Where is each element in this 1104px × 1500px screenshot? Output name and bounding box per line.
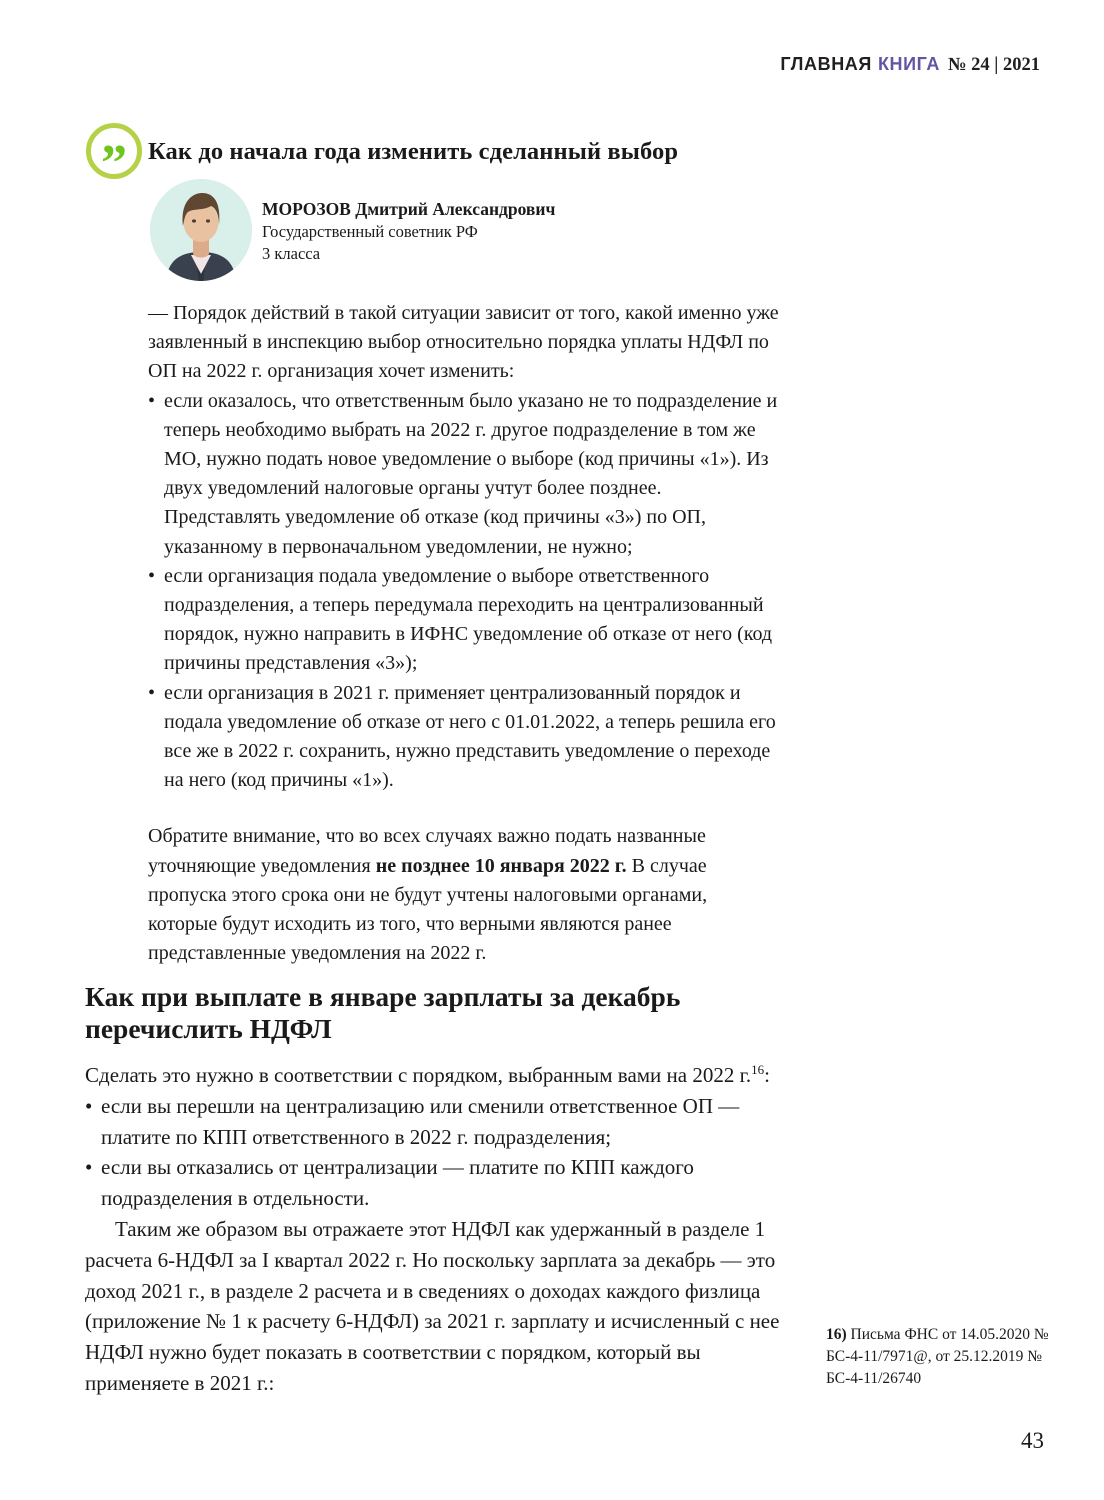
author-name: МОРОЗОВ Дмитрий Александрович [262,199,556,219]
interview-block [101,122,780,968]
interview-header [101,122,780,182]
attention-text-pre: Обратите внимание, что во всех случаях важно подать названные уточняющие уведомления [148,825,706,877]
author-role-line2: 3 класса [262,244,321,263]
footnote-ref-16: 16 [751,1062,765,1077]
list-item: • если вы перешли на централизацию или сменили ответственное ОП — платите по КПП ответственного в 2022 г. подразделения; [85,1091,782,1153]
quote-icon: ” [86,123,142,179]
lead-paragraph: — Порядок действий в такой ситуации зависит от того, какой именно уже заявленный в инспекцию выбор относительно порядка уплаты НДФЛ по ОП на 2022 г. организация хочет изменить: [148,302,779,383]
list-item: • если вы отказались от централизации — платите по КПП каждого подразделения в отдельности. [85,1152,782,1214]
main-section [85,981,782,1399]
section-title: Как при выплате в январе зарплаты за декабрь перечислить НДФЛ [85,981,681,1044]
section-bullet-list [85,1091,782,1214]
issue-number: № 24 | 2021 [947,55,1040,75]
article-title: Как до начала года изменить сделанный выбор [148,138,679,165]
author-portrait-illustration [150,179,252,281]
list-item: • если оказалось, что ответственным было указано не то подразделение и теперь необходимо выбрать на 2022 г. другое подразделение в том же МО, нужно подать новое уведомление о выборе (код причины «1»). Из двух уведомлений налоговые органы учтут более позднее. Представлять уведомление об отказе (код причины «3») по ОП, указанному в первоначальном уведомлении, не нужно; [148,387,780,562]
author-role-line1: Государственный советник РФ [262,222,478,241]
page-number: 43 [1021,1428,1044,1453]
footnote-marker: 16) [826,1326,847,1343]
author-meta [262,179,555,265]
brand-word-kniga: КНИГА [877,54,940,74]
author-block [150,179,780,281]
section-paragraph: Таким же образом вы отражаете этот НДФЛ как удержанный в разделе 1 расчета 6-НДФЛ за I квартал 2022 г. Но поскольку зарплата за декабрь — это доход 2021 г., в разделе 2 расчета и в сведениях о доходах каждого физлица (приложение № 1 к расчету 6-НДФЛ) за 2021 г. зарплату и исчисленный с нее НДФЛ нужно будет показать в соответствии с порядком, который вы применяете в 2021 г.: [85,1216,780,1395]
footnote-text: Письма ФНС от 14.05.2020 № БС-4-11/7971@, от 25.12.2019 № БС-4-11/26740 [826,1326,1049,1387]
attention-deadline-bold: не позднее 10 января 2022 г. [375,854,627,877]
section-intro-colon: : [764,1063,770,1087]
brand-word-glavnaya: ГЛАВНАЯ [780,54,872,74]
list-item: • если организация подала уведомление о выборе ответственного подразделения, а теперь передумала переходить на централизованный порядок, нужно направить в ИФНС уведомление об отказе от него (код причины представления «3»); [148,562,780,679]
attention-text-post: В случае пропуска этого срока они не будут учтены налоговыми органами, которые будут исходить из того, что верными являются ранее представленные уведомления на 2022 г. [148,854,708,965]
section-intro-text: Сделать это нужно в соответствии с порядком, выбранным вами на 2022 г. [85,1063,752,1087]
section-intro [85,1060,782,1091]
interview-bullet-list [148,387,780,796]
footnote [826,1324,1078,1390]
attention-paragraph [148,822,780,968]
list-item: • если организация в 2021 г. применяет централизованный порядок и подала уведомление об отказе от него с 01.01.2022, а теперь решила его все же в 2022 г. сохранить, нужно представить уведомление о переходе на него (код причины «1»). [148,679,780,796]
masthead [780,54,1040,76]
interview-body [148,299,780,968]
author-photo [150,179,252,281]
